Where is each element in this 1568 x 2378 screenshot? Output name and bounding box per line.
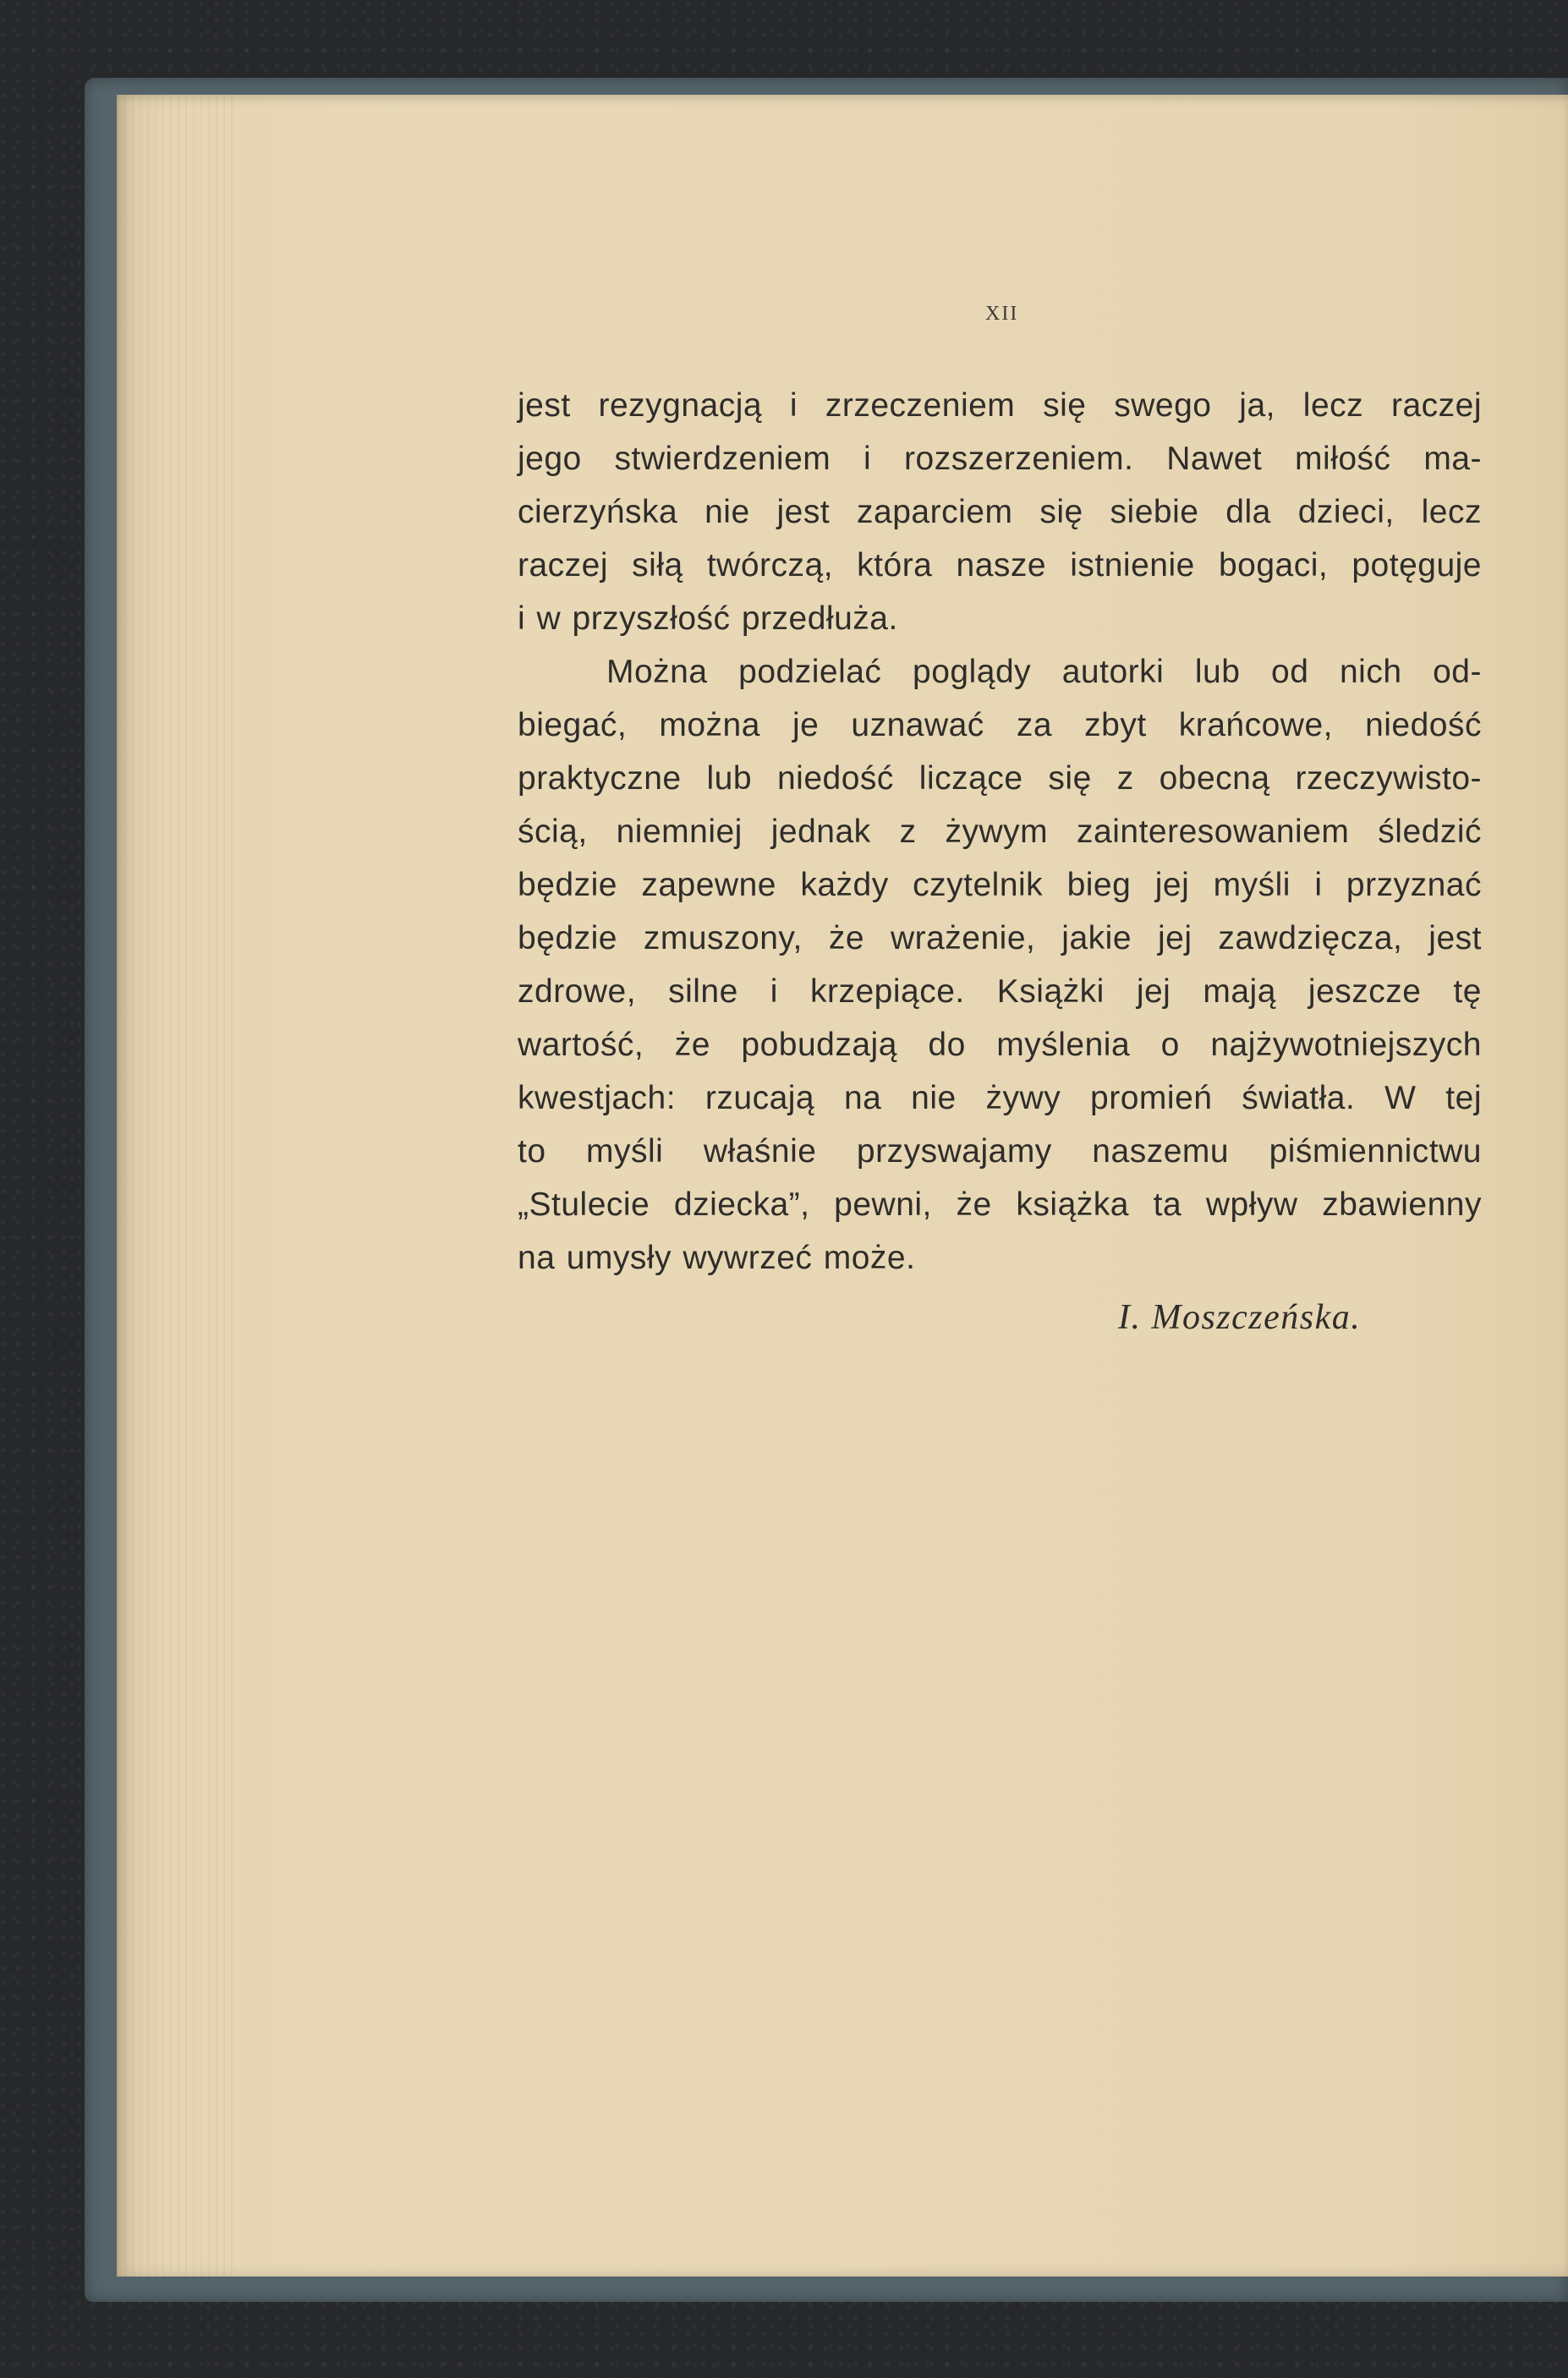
text-line: będzie zmuszony, że wrażenie, jakie jej zawdzięcza, jest: [518, 920, 1482, 956]
author-signature: I. Moszczeńska.: [1118, 1298, 1362, 1337]
page-number: XII: [985, 303, 1019, 325]
text-line: będzie zapewne każdy czytelnik bieg jej myśli i przyznać: [518, 867, 1482, 903]
text-line: cierzyńska nie jest zaparciem się siebie dla dzieci, lecz: [518, 494, 1482, 530]
text-line: zdrowe, silne i krzepiące. Książki jej mają jeszcze tę: [518, 973, 1482, 1010]
text-line: „Stulecie dziecka”, pewni, że książka ta wpływ zbawienny: [518, 1186, 1482, 1223]
text-line: to myśli właśnie przyswajamy naszemu piśmiennictwu: [518, 1133, 1482, 1170]
text-line: ścią, niemniej jednak z żywym zainteresowaniem śledzić: [518, 814, 1482, 850]
text-line: wartość, że pobudzają do myślenia o najżywotniejszych: [518, 1027, 1482, 1063]
page-edges: [117, 95, 235, 2277]
text-line: praktyczne lub niedość liczące się z obecną rzeczywisto-: [518, 760, 1482, 797]
text-line: raczej siłą twórczą, która nasze istnienie bogaci, potęguje: [518, 547, 1482, 584]
text-line: jest rezygnacją i zrzeczeniem się swego ja, lecz raczej: [518, 387, 1482, 424]
text-line: jego stwierdzeniem i rozszerzeniem. Nawet miłość ma-: [518, 441, 1482, 477]
text-line: na umysły wywrzeć może.: [518, 1240, 916, 1276]
text-line: biegać, można je uznawać za zbyt krańcowe, niedość: [518, 707, 1482, 743]
text-line: kwestjach: rzucają na nie żywy promień światła. W tej: [518, 1080, 1482, 1116]
body-text: [518, 379, 1482, 1285]
text-line: i w przyszłość przedłuża.: [518, 600, 898, 637]
text-line: Można podzielać poglądy autorki lub od nich od-: [606, 654, 1482, 690]
